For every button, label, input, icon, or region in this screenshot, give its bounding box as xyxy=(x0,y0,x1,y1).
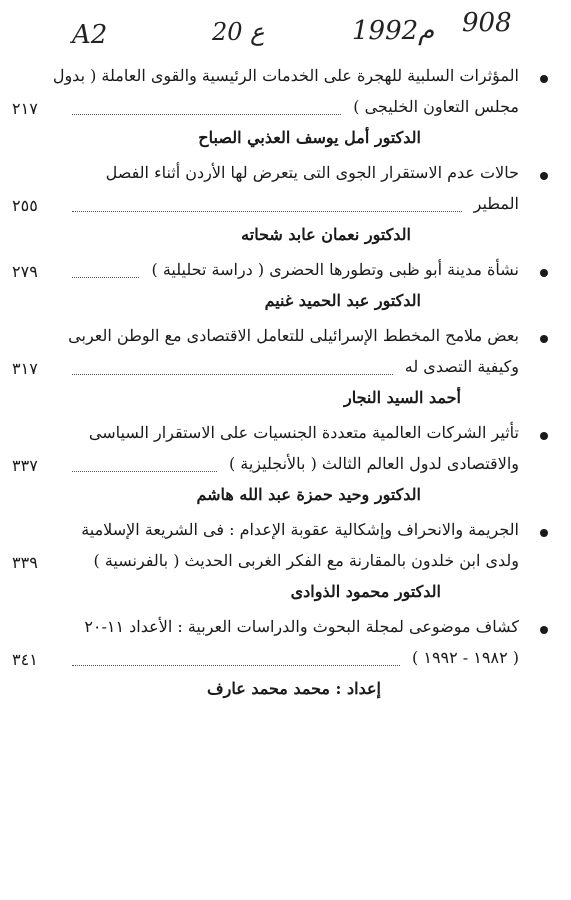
toc-entry-line xyxy=(0,516,571,547)
toc-entry-title: وكيفية التصدى له xyxy=(404,357,519,376)
toc-entry-line xyxy=(0,322,571,353)
toc-entry-line xyxy=(0,256,571,287)
page-number: ٢٧٩ xyxy=(12,262,38,281)
bullet-icon xyxy=(540,529,548,537)
toc-entry-title: حالات عدم الاستقرار الجوى التى يتعرض لها الأردن أثناء الفصل xyxy=(105,163,519,182)
toc-entry-author xyxy=(0,221,571,252)
toc-entry-author xyxy=(0,578,571,609)
handwritten-code: A2 xyxy=(72,20,108,50)
toc-entry xyxy=(0,322,571,415)
dot-leader xyxy=(72,665,400,666)
dot-leader xyxy=(72,277,139,278)
toc-entry xyxy=(0,516,571,609)
toc-entry-author xyxy=(0,287,571,318)
toc-entry-title: مجلس التعاون الخليجى ) xyxy=(353,97,519,116)
toc-entry-title: المطير xyxy=(473,194,519,213)
bullet-icon xyxy=(540,432,548,440)
author-name: الدكتور أمل يوسف العذبي الصباح xyxy=(198,128,421,147)
toc-entry-line xyxy=(0,62,571,93)
handwritten-issue: 20 ع xyxy=(212,18,265,46)
page-number: ٣١٧ xyxy=(12,359,38,378)
toc-entry-title: نشأة مدينة أبو ظبى وتطورها الحضرى ( دراسة تحليلية ) xyxy=(151,260,519,279)
toc-entry xyxy=(0,613,571,706)
dot-leader xyxy=(72,374,393,375)
toc-entry xyxy=(0,419,571,512)
toc-entry-line xyxy=(0,644,571,675)
author-name: الدكتور محمود الذوادى xyxy=(290,582,441,601)
toc-entry xyxy=(0,159,571,252)
page-number: ٣٤١ xyxy=(12,650,38,669)
toc-entry-line xyxy=(0,419,571,450)
bullet-icon xyxy=(540,75,548,83)
toc-entry xyxy=(0,256,571,318)
toc-entry-line xyxy=(0,613,571,644)
toc-entry-author xyxy=(0,124,571,155)
bullet-icon xyxy=(540,335,548,343)
toc-entry-title: المؤثرات السلبية للهجرة على الخدمات الرئيسية والقوى العاملة ( بدول xyxy=(52,66,519,85)
author-name: الدكتور نعمان عابد شحاته xyxy=(241,225,411,244)
dot-leader xyxy=(72,114,341,115)
author-name: أحمد السيد النجار xyxy=(343,388,461,407)
table-of-contents xyxy=(0,62,571,710)
toc-entry-line xyxy=(0,190,571,221)
toc-entry-title: الجريمة والانحراف وإشكالية عقوبة الإعدام : فى الشريعة الإسلامية xyxy=(81,520,519,539)
dot-leader xyxy=(72,211,462,212)
toc-entry-author xyxy=(0,675,571,706)
handwritten-number: 908 xyxy=(462,8,512,38)
bullet-icon xyxy=(540,626,548,634)
author-name: الدكتور وحيد حمزة عبد الله هاشم xyxy=(196,485,421,504)
page-number: ٢٥٥ xyxy=(12,196,38,215)
toc-entry-title: والاقتصادى لدول العالم الثالث ( بالأنجليزية ) xyxy=(228,454,519,473)
handwritten-year: 1992م xyxy=(352,16,435,46)
toc-entry-title: كشاف موضوعى لمجلة البحوث والدراسات العربية : الأعداد ١١-٢٠ xyxy=(84,617,519,636)
toc-entry-author xyxy=(0,384,571,415)
toc-entry-author xyxy=(0,481,571,512)
author-name: الدكتور عبد الحميد غنيم xyxy=(264,291,421,310)
dot-leader xyxy=(72,471,217,472)
toc-entry-title: تأثير الشركات العالمية متعددة الجنسيات على الاستقرار السياسى xyxy=(88,423,519,442)
bullet-icon xyxy=(540,269,548,277)
toc-entry-title: ( ١٩٨٢ - ١٩٩٢ ) xyxy=(412,648,519,667)
page-number: ٣٣٧ xyxy=(12,456,38,475)
toc-entry-line xyxy=(0,159,571,190)
toc-entry xyxy=(0,62,571,155)
page-number: ٢١٧ xyxy=(12,99,38,118)
toc-entry-line xyxy=(0,450,571,481)
author-name: إعداد : محمد محمد عارف xyxy=(207,679,381,698)
toc-entry-line xyxy=(0,547,571,578)
toc-entry-line xyxy=(0,353,571,384)
toc-entry-title: بعض ملامح المخطط الإسرائيلى للتعامل الاقتصادى مع الوطن العربى xyxy=(68,326,519,345)
page-number: ٣٣٩ xyxy=(12,553,38,572)
bullet-icon xyxy=(540,172,548,180)
toc-entry-title: ولدى ابن خلدون بالمقارنة مع الفكر الغربى الحديث ( بالفرنسية ) xyxy=(93,551,519,570)
toc-entry-line xyxy=(0,93,571,124)
